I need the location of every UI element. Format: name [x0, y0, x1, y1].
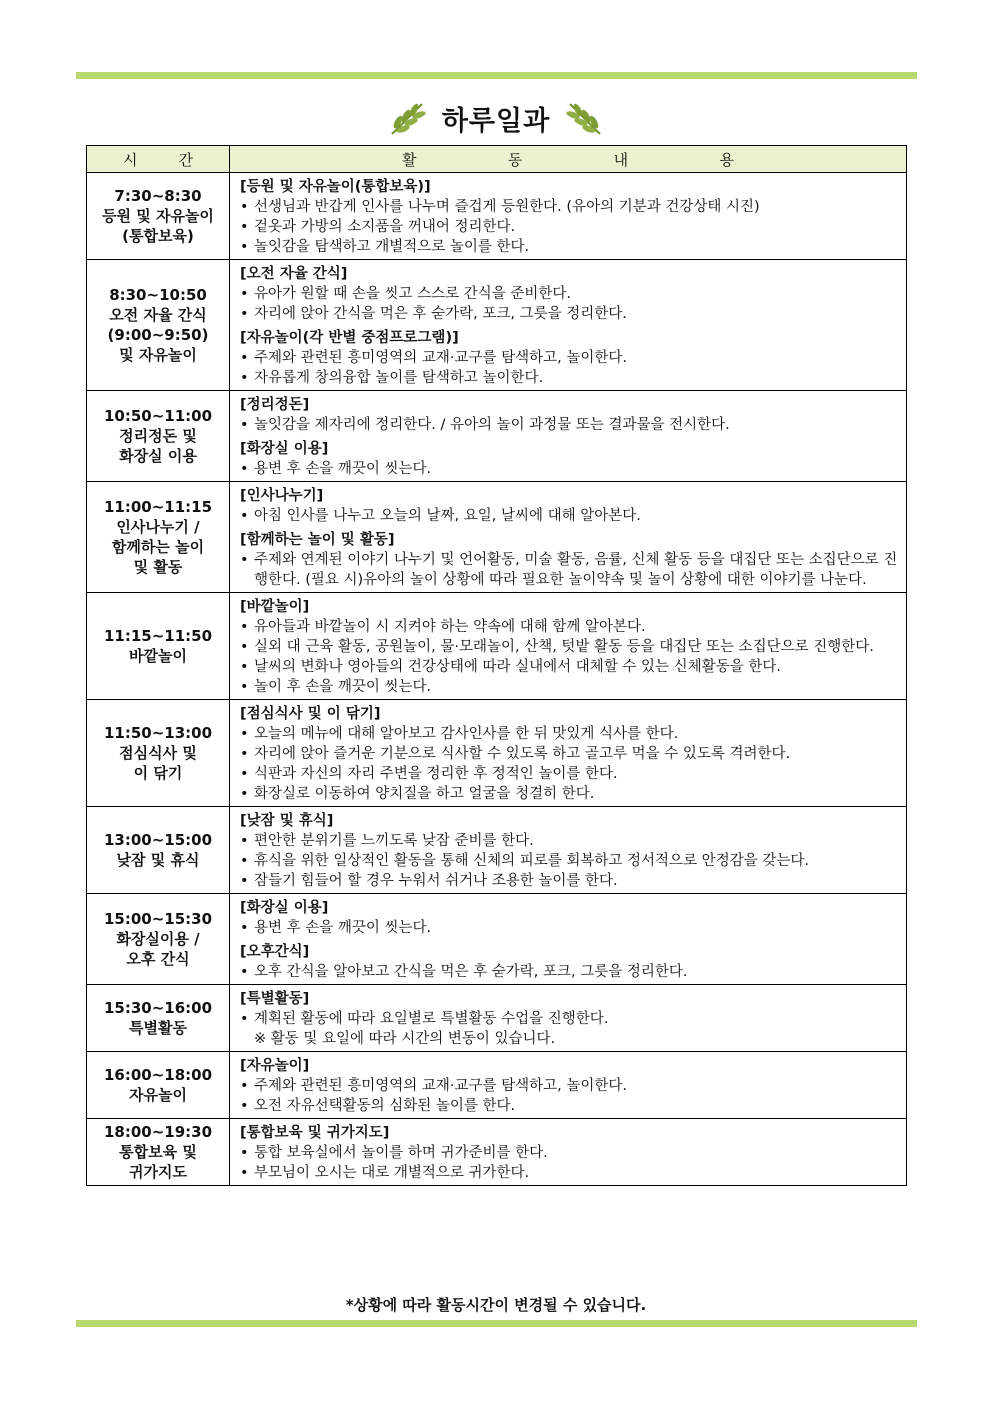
activity-cell: [230, 807, 907, 894]
activity-list: [240, 506, 898, 526]
time-line: 7:30~8:30: [114, 187, 202, 205]
list-item: • 용변 후 손을 깨끗이 씻는다.: [240, 918, 898, 938]
header-activity-char: 활: [402, 150, 417, 169]
list-item: • 통합 보육실에서 놀이를 하며 귀가준비를 한다.: [240, 1143, 898, 1163]
time-cell: [87, 1119, 230, 1186]
time-line: 및 활동: [133, 558, 183, 576]
activity-list: [240, 197, 898, 257]
header-activity-char: 내: [613, 150, 629, 169]
time-line: 및 자유놀이: [119, 346, 197, 364]
section-title: [인사나누기]: [240, 488, 324, 504]
section-title: [통합보육 및 귀가지도]: [240, 1125, 390, 1141]
table-row: [87, 894, 907, 985]
header-time-char: 시: [123, 150, 138, 169]
time-line: 오후 간식: [126, 950, 190, 968]
list-item: • 실외 대 근육 활동, 공원놀이, 물·모래놀이, 산책, 텃밭 활동 등을 대집단 또는 소집단으로 진행한다.: [240, 637, 898, 657]
table-row: [87, 173, 907, 260]
activity-cell: [230, 1119, 907, 1186]
time-line: 오전 자율 간식: [109, 306, 207, 324]
header-time-char: 간: [178, 150, 193, 169]
header-time: [87, 146, 230, 173]
activity-list: [240, 617, 898, 697]
list-item: • 편안한 분위기를 느끼도록 낮잠 준비를 한다.: [240, 831, 898, 851]
list-item: • 휴식을 위한 일상적인 활동을 통해 신체의 피로를 회복하고 정서적으로 안정감을 갖는다.: [240, 851, 898, 871]
list-item: • 오후 간식을 알아보고 간식을 먹은 후 숟가락, 포크, 그릇을 정리한다.: [240, 962, 898, 982]
table-row: [87, 1119, 907, 1186]
time-cell: [87, 593, 230, 700]
activity-cell: [230, 173, 907, 260]
list-item: • 부모님이 오시는 대로 개별적으로 귀가한다.: [240, 1163, 898, 1183]
time-line: 점심식사 및: [119, 744, 197, 762]
time-line: 등원 및 자유놀이: [102, 207, 214, 225]
time-line: 바깥놀이: [129, 647, 187, 665]
list-item: • 식판과 자신의 자리 주변을 정리한 후 정적인 놀이를 한다.: [240, 764, 898, 784]
activity-list: [240, 962, 898, 982]
section-title: [오후간식]: [240, 944, 310, 960]
section-title: [정리정돈]: [240, 397, 310, 413]
schedule-table: [86, 145, 907, 1186]
time-cell: [87, 807, 230, 894]
table-row: [87, 985, 907, 1052]
list-item: • 선생님과 반갑게 인사를 나누며 즐겁게 등원한다. (유아의 기분과 건강상태 시진): [240, 197, 898, 217]
section-title: [특별활동]: [240, 991, 310, 1007]
time-line: 이 닦기: [133, 764, 183, 782]
time-line: 11:50~13:00: [103, 724, 213, 742]
list-item: • 자리에 앉아 간식을 먹은 후 숟가락, 포크, 그릇을 정리한다.: [240, 304, 898, 324]
time-cell: [87, 985, 230, 1052]
footer-note: *상황에 따라 활동시간이 변경될 수 있습니다.: [345, 1296, 647, 1314]
title-block: [0, 96, 992, 140]
list-item: • 주제와 관련된 흥미영역의 교재·교구를 탐색하고, 놀이한다.: [240, 1076, 898, 1096]
bottom-accent-bar: [76, 1320, 917, 1327]
time-line: 13:00~15:00: [103, 831, 213, 849]
time-line: 15:30~16:00: [103, 999, 213, 1017]
header-activity-char: 동: [507, 150, 523, 169]
activity-cell: [230, 985, 907, 1052]
table-row: [87, 391, 907, 482]
activity-list: [240, 724, 898, 804]
activity-section: [240, 942, 898, 982]
activity-list: [240, 284, 898, 324]
time-cell: [87, 260, 230, 391]
activity-list: [240, 348, 898, 388]
activity-cell: [230, 482, 907, 593]
list-item: • 놀이 후 손을 깨끗이 씻는다.: [240, 677, 898, 697]
activity-list: [240, 918, 898, 938]
time-line: 인사나누기 /: [116, 518, 200, 536]
time-line: 16:00~18:00: [103, 1066, 213, 1084]
activity-section: [240, 486, 898, 526]
section-title: [자유놀이]: [240, 1058, 310, 1074]
activity-list: [240, 459, 898, 479]
activity-section: [240, 439, 898, 479]
time-line: 통합보육 및: [119, 1143, 197, 1161]
list-item: • 용변 후 손을 깨끗이 씻는다.: [240, 459, 898, 479]
section-title: [등원 및 자유놀이(통합보육)]: [240, 179, 431, 195]
activity-section: [240, 1123, 898, 1183]
section-title: [낮잠 및 휴식]: [240, 813, 334, 829]
time-line: 18:00~19:30: [103, 1123, 213, 1141]
activity-list: [240, 1143, 898, 1183]
time-line: 귀가지도: [129, 1163, 187, 1181]
time-line: 자유놀이: [129, 1086, 187, 1104]
activity-section: [240, 328, 898, 388]
time-line: 화장실 이용: [119, 447, 197, 465]
list-item: • 주제와 관련된 흥미영역의 교재·교구를 탐색하고, 놀이한다.: [240, 348, 898, 368]
list-item: • 자유롭게 창의융합 놀이를 탐색하고 놀이한다.: [240, 368, 898, 388]
list-item: • 아침 인사를 나누고 오늘의 날짜, 요일, 날씨에 대해 알아본다.: [240, 506, 898, 526]
table-row: [87, 807, 907, 894]
time-cell: [87, 173, 230, 260]
list-item: • 화장실로 이동하여 양치질을 하고 얼굴을 청결히 한다.: [240, 784, 898, 804]
activity-section: [240, 898, 898, 938]
laurel-left-icon: [386, 98, 428, 138]
activity-cell: [230, 260, 907, 391]
table-row: [87, 593, 907, 700]
list-item: • 겉옷과 가방의 소지품을 꺼내어 정리한다.: [240, 217, 898, 237]
list-item: • 계획된 활동에 따라 요일별로 특별활동 수업을 진행한다.: [240, 1009, 898, 1029]
activity-section: [240, 989, 898, 1049]
section-title: [점심식사 및 이 닦기]: [240, 706, 381, 722]
table-header-row: [87, 146, 907, 173]
activity-cell: [230, 894, 907, 985]
time-cell: [87, 1052, 230, 1119]
activity-section: [240, 1056, 898, 1116]
header-activity: [230, 146, 907, 173]
table-row: [87, 482, 907, 593]
table-row: [87, 260, 907, 391]
activity-section: [240, 811, 898, 891]
laurel-right-icon: [564, 98, 606, 138]
activity-section: [240, 530, 898, 590]
time-cell: [87, 391, 230, 482]
activity-section: [240, 704, 898, 804]
table-row: [87, 700, 907, 807]
activity-cell: [230, 700, 907, 807]
time-line: 정리정돈 및: [119, 427, 197, 445]
list-item: • 주제와 연계된 이야기 나누기 및 언어활동, 미술 활동, 음률, 신체 활동 등을 대집단 또는 소집단으로 진행한다. (필요 시)유아의 놀이 상황에 따라 필요한 놀이약속 및 놀이 상황에 대한 이야기를 나눈다.: [240, 550, 898, 590]
time-line: 특별활동: [129, 1019, 187, 1037]
time-cell: [87, 894, 230, 985]
activity-section: [240, 177, 898, 257]
list-item: • 놀잇감을 제자리에 정리한다. / 유아의 놀이 과정물 또는 결과물을 전시한다.: [240, 415, 898, 435]
list-item: • 유아들과 바깥놀이 시 지켜야 하는 약속에 대해 함께 알아본다.: [240, 617, 898, 637]
time-line: 8:30~10:50: [109, 286, 207, 304]
activity-list: [240, 831, 898, 891]
activity-list: [240, 550, 898, 590]
list-item: • 날씨의 변화나 영아들의 건강상태에 따라 실내에서 대체할 수 있는 신체활동을 한다.: [240, 657, 898, 677]
top-accent-bar: [76, 72, 917, 79]
section-title: [자유놀이(각 반별 중점프로그램)]: [240, 330, 459, 346]
section-title: [화장실 이용]: [240, 900, 329, 916]
list-item: • 오늘의 메뉴에 대해 알아보고 감사인사를 한 뒤 맛있게 식사를 한다.: [240, 724, 898, 744]
activity-list: [240, 1076, 898, 1116]
header-activity-char: 용: [719, 150, 734, 169]
time-line: 11:00~11:15: [103, 498, 213, 516]
table-row: [87, 1052, 907, 1119]
activity-section: [240, 597, 898, 697]
note-item: ※ 활동 및 요일에 따라 시간의 변동이 있습니다.: [254, 1031, 556, 1047]
list-item: • 잠들기 힘들어 할 경우 누워서 쉬거나 조용한 놀이를 한다.: [240, 871, 898, 891]
section-title: [바깥놀이]: [240, 599, 310, 615]
section-title: [오전 자율 간식]: [240, 266, 348, 282]
time-line: 함께하는 놀이: [111, 538, 205, 556]
time-cell: [87, 482, 230, 593]
time-line: (통합보육): [122, 227, 194, 245]
time-line: 15:00~15:30: [103, 910, 213, 928]
time-line: 화장실이용 /: [116, 930, 200, 948]
activity-cell: [230, 593, 907, 700]
activity-cell: [230, 391, 907, 482]
page-title: 하루일과: [441, 105, 551, 137]
activity-cell: [230, 1052, 907, 1119]
activity-list: [240, 1009, 898, 1049]
time-cell: [87, 700, 230, 807]
time-line: (9:00~9:50): [107, 326, 209, 344]
time-line: 낮잠 및 휴식: [116, 851, 200, 869]
section-title: [화장실 이용]: [240, 441, 329, 457]
activity-list: [240, 415, 898, 435]
time-line: 10:50~11:00: [103, 407, 213, 425]
time-line: 11:15~11:50: [103, 627, 213, 645]
list-item: • 유아가 원할 때 손을 씻고 스스로 간식을 준비한다.: [240, 284, 898, 304]
list-item: • 오전 자유선택활동의 심화된 놀이를 한다.: [240, 1096, 898, 1116]
list-item: • 자리에 앉아 즐거운 기분으로 식사할 수 있도록 하고 골고루 먹을 수 있도록 격려한다.: [240, 744, 898, 764]
activity-section: [240, 395, 898, 435]
list-item: • 놀잇감을 탐색하고 개별적으로 놀이를 한다.: [240, 237, 898, 257]
activity-section: [240, 264, 898, 324]
section-title: [함께하는 놀이 및 활동]: [240, 532, 395, 548]
